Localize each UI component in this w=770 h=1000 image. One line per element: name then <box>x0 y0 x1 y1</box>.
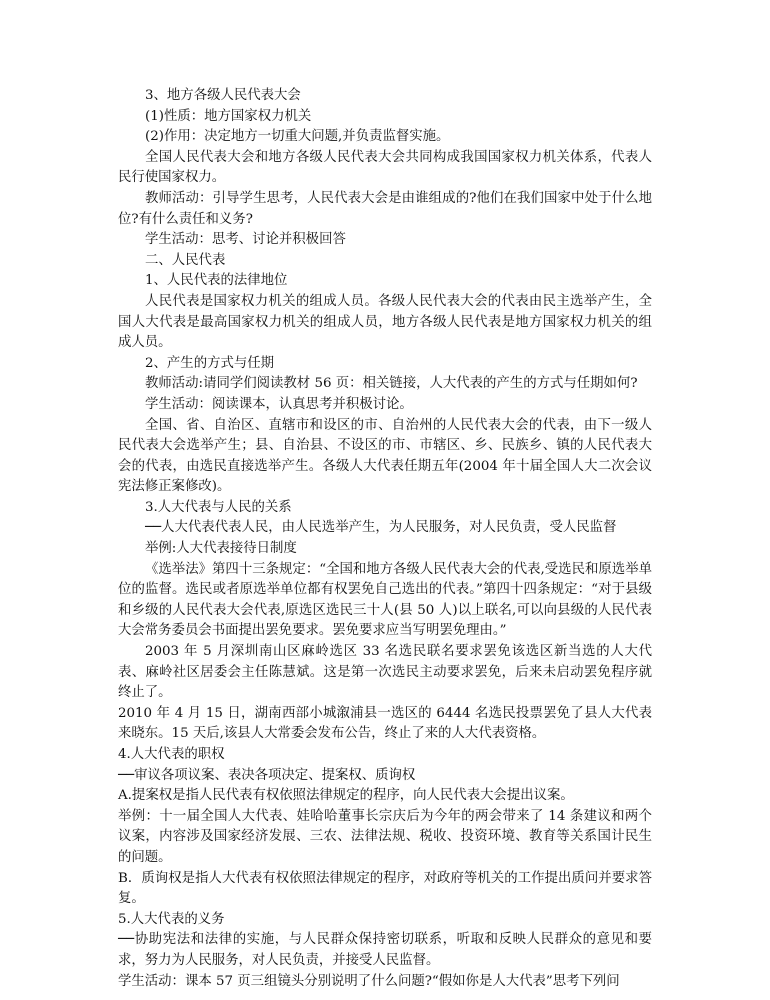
paragraph: 3、地方各级人民代表大会 <box>145 88 301 103</box>
paragraph: 学生活动：思考、讨论并积极回答 <box>145 232 346 248</box>
paragraph: 4.人大代表的职权 <box>118 747 225 762</box>
paragraph: 教师活动：引导学生思考，人民代表大会是由谁组成的?他们在我们国家中处于什么地位?有什么责任和义务? <box>118 190 652 227</box>
paragraph: 《选举法》第四十三条规定：“全国和地方各级人民代表大会的代表,受选民和原选举单位的监督。选民或者原选举单位都有权罢免自己选出的代表。”第四十四条规定：“对于县级和乡级的人民代表大会代表,原选区选民三十人(县 50 人)以上联名,可以向县级的人民代表大会常务委员会书面提出罢免要求。罢免要求应当写明罢免理由。” <box>118 561 652 639</box>
paragraph: 全国人民代表大会和地方各级人民代表大会共同构成我国国家权力机关体系，代表人民行使国家权力。 <box>118 149 652 186</box>
paragraph: 3.人大代表与人民的关系 <box>145 499 292 515</box>
document-body <box>118 86 652 992</box>
paragraph: ──人大代表代表人民，由人民选举产生，为人民服务，对人民负责，受人民监督 <box>145 520 617 536</box>
paragraph: 全国、省、自治区、直辖市和设区的市、自治州的人民代表大会的代表，由下一级人民代表大会选举产生；县、自治县、不设区的市、市辖区、乡、民族乡、镇的人民代表大会的代表，由选民直接选举产生。各级人大代表任期五年(2004 年十届全国人大二次会议宪法修正案修改)。 <box>118 417 652 495</box>
paragraph: 教师活动:请同学们阅读教材 56 页：相关链接，人大代表的产生的方式与任期如何? <box>145 376 638 392</box>
paragraph: 举例:人大代表接待日制度 <box>145 541 297 557</box>
paragraph: 1、人民代表的法律地位 <box>145 273 288 289</box>
paragraph: 学生活动：阅读课本，认真思考并积极讨论。 <box>145 396 413 412</box>
paragraph: (1)性质：地方国家权力机关 <box>145 108 312 124</box>
paragraph: 人民代表是国家权力机关的组成人员。各级人民代表大会的代表由民主选举产生，全国人大代表是最高国家权力机关的组成人员，地方各级人民代表是地方国家权力机关的组成人员。 <box>118 293 652 351</box>
paragraph: (2)作用：决定地方一切重大问题,并负责监督实施。 <box>145 129 450 145</box>
paragraph: 学生活动：课本 57 页三组镜头分别说明了什么问题?“假如你是人大代表”思考下列问 <box>118 973 620 989</box>
paragraph: 2、产生的方式与任期 <box>145 355 275 371</box>
paragraph: ──审议各项议案、表决各项决定、提案权、质询权 <box>118 767 416 783</box>
paragraph: 2003 年 5 月深圳南山区麻岭选区 33 名选民联名要求罢免该选区新当选的人大代表、麻岭社区居委会主任陈慧斌。这是第一次选民主动要求罢免，后来未启动罢免程序就终止了。 <box>118 644 652 701</box>
paragraph: B．质询权是指人大代表有权依照法律规定的程序，对政府等机关的工作提出质问并要求答复。 <box>118 870 652 907</box>
paragraph: A.提案权是指人民代表有权依照法律规定的程序，向人民代表大会提出议案。 <box>118 788 574 804</box>
paragraph: ──协助宪法和法律的实施，与人民群众保持密切联系，听取和反映人民群众的意见和要求，努力为人民服务，对人民负责，并接受人民监督。 <box>118 932 652 968</box>
paragraph: 二、人民代表 <box>145 252 226 268</box>
paragraph: 5.人大代表的义务 <box>118 911 225 927</box>
paragraph: 举例：十一届全国人大代表、娃哈哈董事长宗庆后为今年的两会带来了 14 条建议和两个议案，内容涉及国家经济发展、三农、法律法规、税收、投资环境、教育等关系国计民生的问题。 <box>118 808 652 865</box>
paragraph: 2010 年 4 月 15 日，湖南西部小城溆浦县一选区的 6444 名选民投票罢免了县人大代表来晓东。15 天后,该县人大常委会发布公告，终止了来的人大代表资格。 <box>118 705 652 742</box>
